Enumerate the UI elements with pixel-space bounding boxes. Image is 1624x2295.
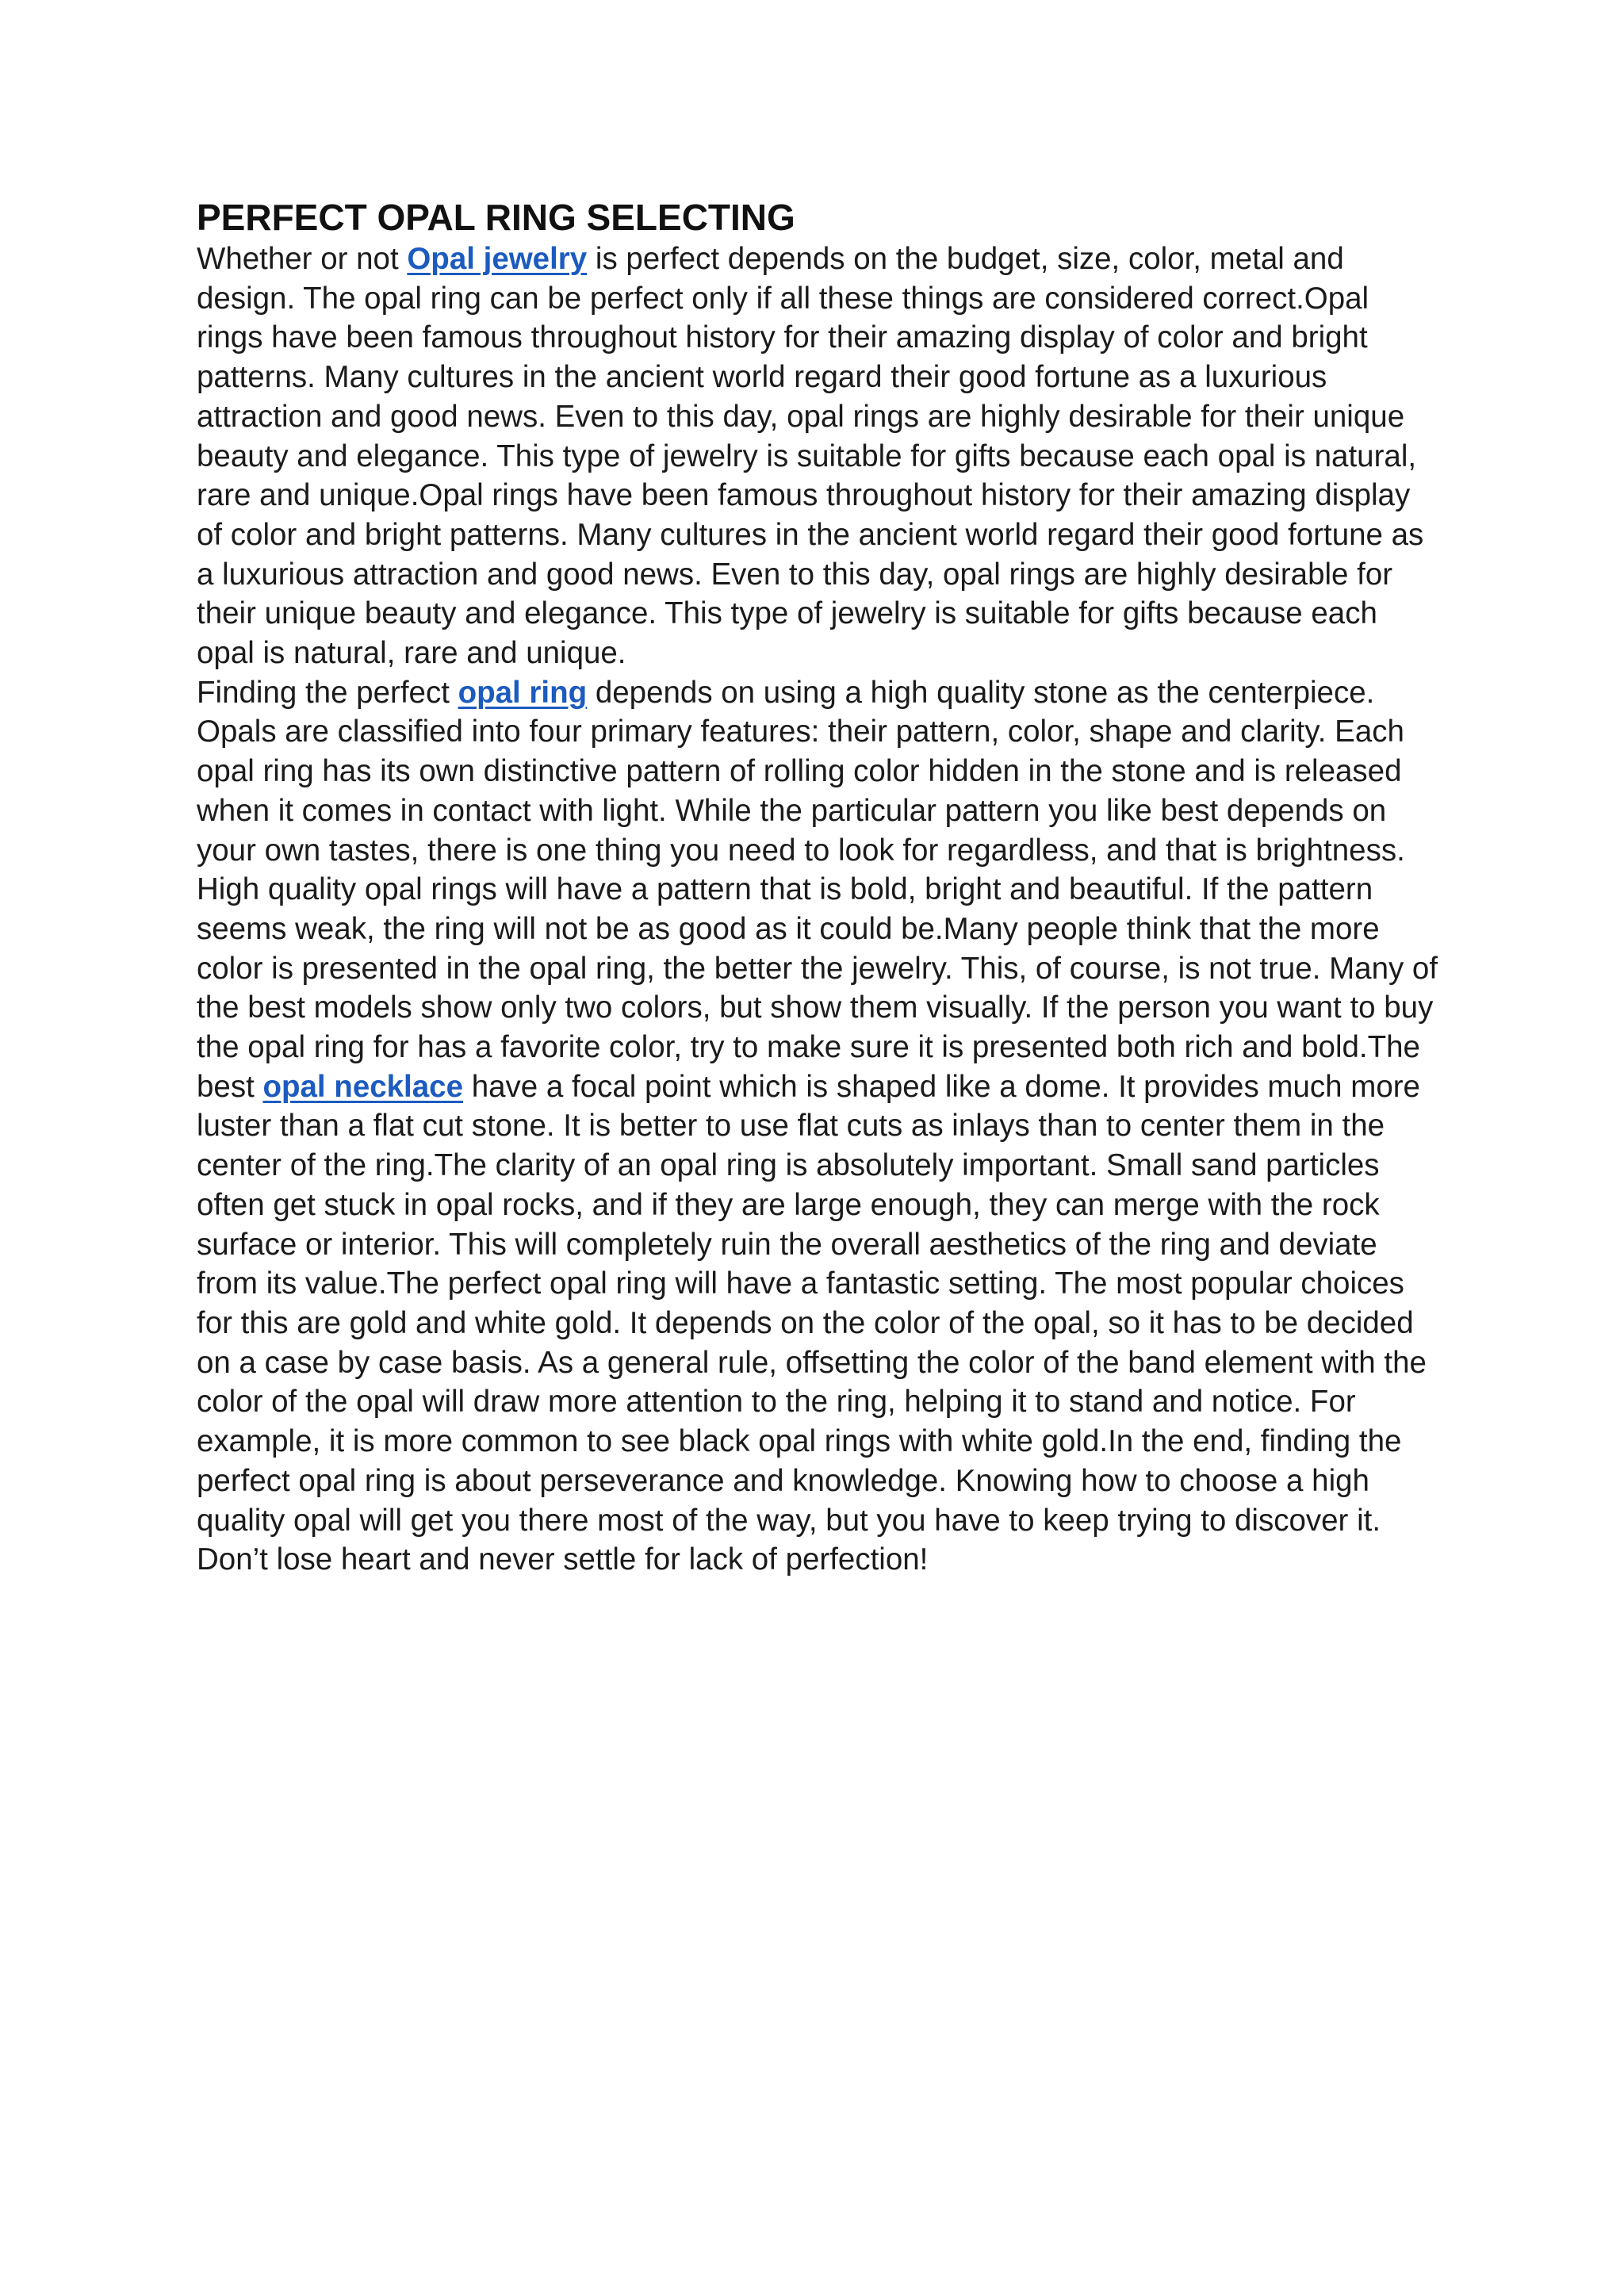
paragraph-guide-text-rest: have a focal point which is shaped like a dome. It provides much more luster than a flat cut stone. It is better to use flat cuts as inlays than to center them in the center of the ring.The clarity of an opal ring is absolutely important. Small sand particles often get stuck in opal rocks, and if they are large enough, they can merge with the rock surface or interior. This will completely ruin the overall aesthetics of the ring and deviate from its value.The perfect opal ring will have a fantastic setting. The most popular choices for this are gold and white gold. It depends on the color of the opal, so it has to be decided on a case by case basis. As a general rule, offsetting the color of the band element with the color of the opal will draw more attention to the ring, helping it to stand and notice. For example, it is more common to see black opal rings with white gold.In the end, finding the perfect opal ring is about perseverance and knowledge. Knowing how to choose a high quality opal will get you there most of the way, but you have to keep trying to discover it. Don’t lose heart and never settle for lack of perfection! [197,1069,1427,1577]
opal-ring-link[interactable]: opal ring [458,675,588,710]
paragraph-selection-guide [197,673,1442,1580]
paragraph-guide-text-start: Finding the perfect [197,675,458,710]
opal-jewelry-link[interactable]: Opal jewelry [407,242,588,276]
paragraph-intro-text-start: Whether or not [197,242,408,276]
paragraph-guide-text-middle: depends on using a high quality stone as the centerpiece. Opals are classified into four primary features: their pattern, color, shape and clarity. Each opal ring has its own distinctive pattern of rolling color hidden in the stone and is released when it comes in contact with light. While the particular pattern you like best depends on your own tastes, there is one thing you need to look for regardless, and that is brightness. High quality opal rings will have a pattern that is bold, bright and beautiful. If the pattern seems weak, the ring will not be as good as it could be.Many people think that the more color is presented in the opal ring, the better the jewelry. This, of course, is not true. Many of the best models show only two colors, but show them visually. If the person you want to buy the opal ring for has a favorite color, try to make sure it is presented both rich and bold.The best [197,675,1438,1104]
opal-necklace-link[interactable]: opal necklace [262,1069,463,1104]
document-title: PERFECT OPAL RING SELECTING [197,197,795,238]
paragraph-intro-text-rest: is perfect depends on the budget, size, color, metal and design. The opal ring can be perfect only if all these things are considered correct.Opal rings have been famous throughout history for their amazing display of color and bright patterns. Many cultures in the ancient world regard their good fortune as a luxurious attraction and good news. Even to this day, opal rings are highly desirable for their unique beauty and elegance. This type of jewelry is suitable for gifts because each opal is natural, rare and unique.Opal rings have been famous throughout history for their amazing display of color and bright patterns. Many cultures in the ancient world regard their good fortune as a luxurious attraction and good news. Even to this day, opal rings are highly desirable for their unique beauty and elegance. This type of jewelry is suitable for gifts because each opal is natural, rare and unique. [197,242,1424,671]
document-body [197,195,1442,1580]
paragraph-intro [197,239,1442,673]
